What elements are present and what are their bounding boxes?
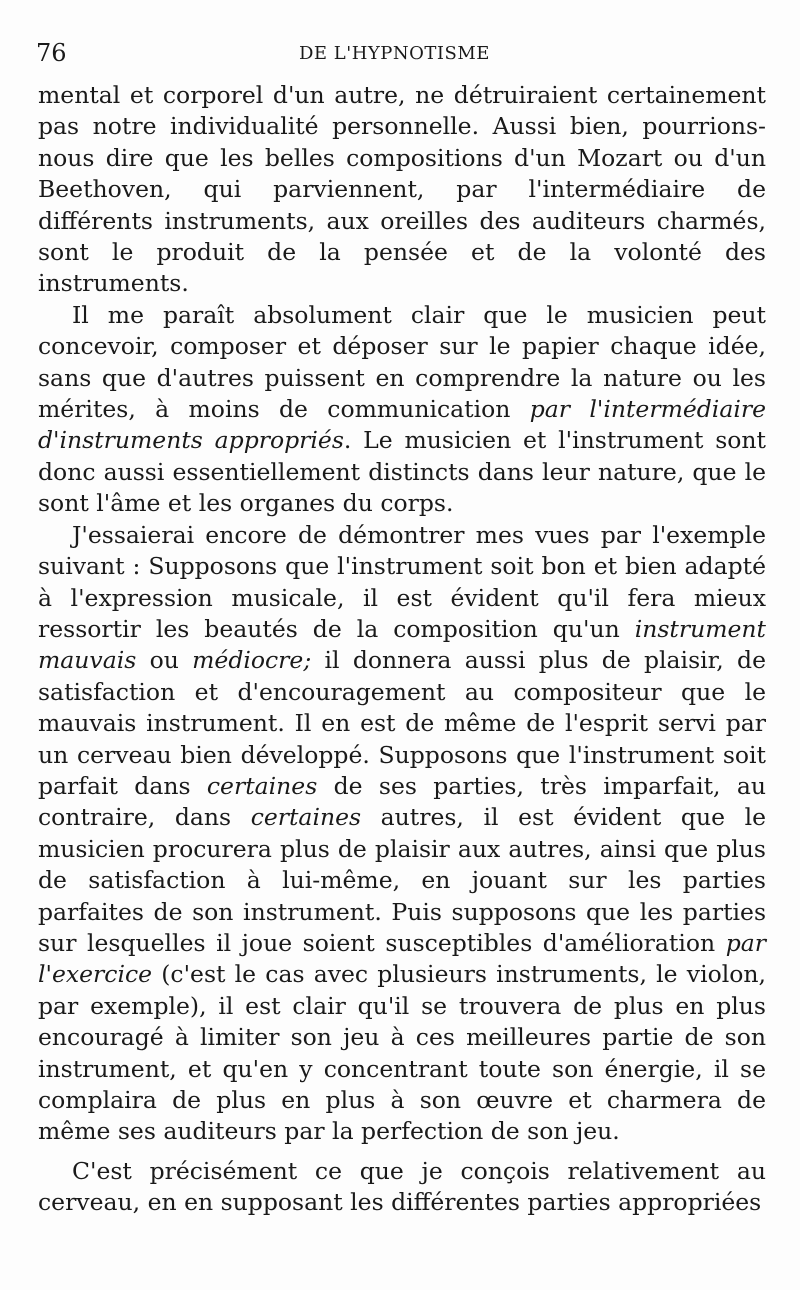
paragraph [38,300,766,520]
page-header [36,38,766,78]
paragraph [38,1156,766,1219]
italic-text: par l'intermédiaire d'instruments appropriés [38,395,766,455]
running-head: DE L'HYPNOTISME [299,43,490,64]
text-run: . Le musicien et l'instrument sont donc aussi essentiellement distincts dans leur nature, que le sont l'âme et les organes du corps. [38,426,766,518]
italic-text: certaines [250,803,362,832]
text-run: ou [136,646,193,675]
body-text [38,80,766,1219]
page-number: 76 [36,39,67,67]
text-run: il donnera aussi plus de plaisir, de satisfaction et d'encouragement au compositeur que le mauvais instrument. Il en est de même de l'esprit servi par un cerveau bien développé. Supposons que l'instrument soit parfait dans [38,646,766,800]
paragraph [38,520,766,1148]
text-run: J'essaierai encore de démontrer mes vues par l'exemple suivant : Supposons que l'instrument soit bon et bien adapté à l'expression musicale, il est évident qu'il fera mieux ressortir les beautés de la composition qu'un [38,520,766,643]
paragraph [38,80,766,300]
text-run: mental et corporel d'un autre, ne détruiraient certainement pas notre individualité personnelle. Aussi bien, pourrions-nous dire que les belles compositions d'un Mozart ou d'un Beethoven, qui parviennent, par l'intermédiaire de différents instruments, aux oreilles des auditeurs charmés, sont le produit de la pensée et de la volonté des instruments. [38,81,766,298]
italic-text: par l'exercice [38,928,766,989]
text-run: de ses parties, très imparfait, au contraire, dans [38,771,766,832]
text-run: autres, il est évident que le musicien procurera plus de plaisir aux autres, ainsi que plus de satisfaction à lui-même, en jouant sur les parties parfaites de son instrument. Puis supposons que les parties sur lesquelles il joue soient susceptibles d'amélioration [38,803,767,957]
text-run: C'est précisément ce que je conçois relativement au cerveau, en en supposant les différentes parties appropriées [38,1156,766,1217]
italic-text: médiocre; [192,646,312,675]
text-run: (c'est le cas avec plusieurs instruments, le violon, par exemple), il est clair qu'il se trouvera de plus en plus encouragé à limiter son jeu à ces meilleures partie de son instrument, et qu'en y concentrant toute son énergie, il se complaira de plus en plus à son œuvre et charmera de même ses auditeurs par la perfection de son jeu. [38,960,766,1146]
italic-text: instrument mauvais [38,614,766,675]
text-run: Il me paraît absolument clair que le musicien peut concevoir, composer et déposer sur le papier chaque idée, sans que d'autres puissent en comprendre la nature ou les mérites, à moins de communication [38,300,766,424]
italic-text: certaines [206,771,318,800]
